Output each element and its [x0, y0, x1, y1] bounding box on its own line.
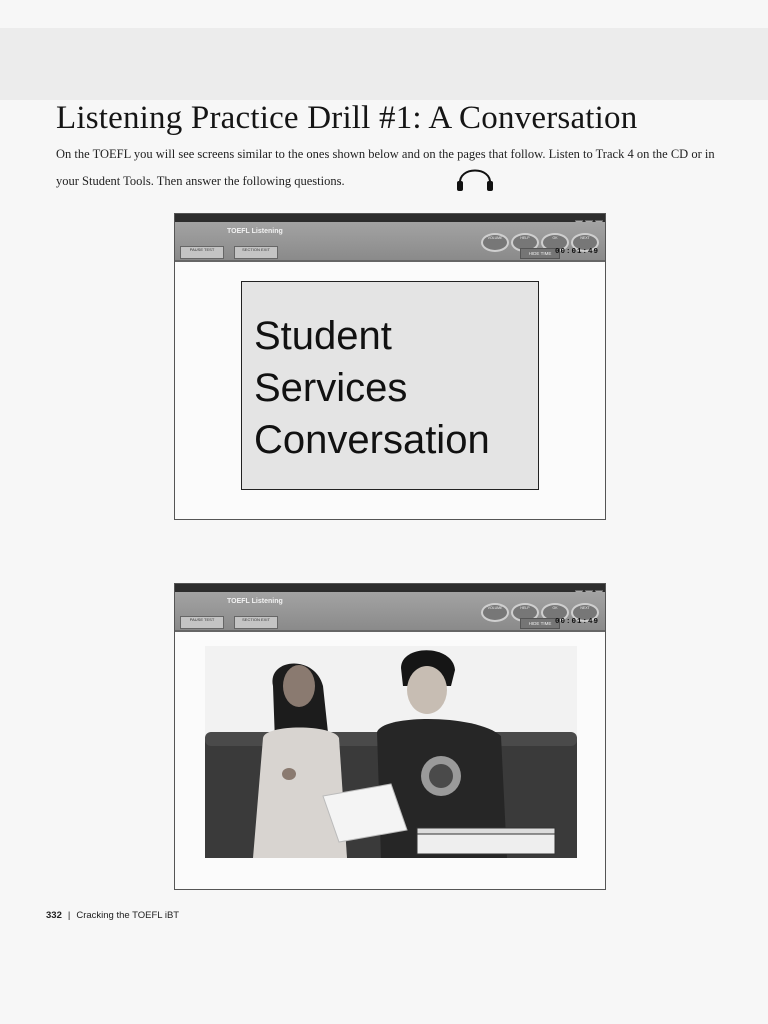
intro-text: On the TOEFL you will see screens similar to the ones shown below and on the pages that follow. Listen to Track 4 on the CD or in your Student Tools. Then answer the following questions.	[56, 147, 715, 188]
toefl-toolbar	[175, 222, 605, 262]
screen-content	[175, 262, 605, 518]
page-footer	[46, 910, 179, 921]
heading-line: Conversation	[254, 418, 490, 462]
hide-time-button[interactable]: HIDE TIME	[520, 248, 560, 259]
next-button[interactable]: NEXT	[571, 233, 599, 252]
heading-line: Student	[254, 314, 392, 358]
conversation-title-box	[241, 281, 539, 490]
conversation-photo	[205, 646, 577, 858]
help-button[interactable]: HELP	[511, 233, 539, 252]
section-exit-button[interactable]: SECTION EXIT	[234, 246, 278, 259]
page-number: 332	[46, 910, 62, 921]
ok-button[interactable]: OK	[541, 233, 569, 252]
window-titlebar	[175, 214, 605, 222]
pause-test-button[interactable]: PAUSE TEST	[180, 616, 224, 629]
help-button[interactable]: HELP	[511, 603, 539, 622]
volume-button[interactable]: VOLUME	[481, 603, 509, 622]
toefl-screen-title	[174, 213, 606, 520]
conversation-heading	[254, 310, 490, 466]
headphones-icon	[454, 156, 496, 196]
volume-button[interactable]: VOLUME	[481, 233, 509, 252]
timer-display: 00:01:49	[554, 618, 599, 626]
hide-time-button[interactable]: HIDE TIME	[520, 618, 560, 629]
book-title: Cracking the TOEFL iBT	[76, 910, 180, 921]
toefl-toolbar	[175, 592, 605, 632]
app-title: TOEFL Listening	[227, 598, 283, 605]
footer-separator: |	[67, 910, 71, 921]
heading-line: Services	[254, 366, 408, 410]
page-header-band	[0, 28, 768, 100]
page-title: Listening Practice Drill #1: A Conversation	[56, 100, 638, 136]
next-button[interactable]: NEXT	[571, 603, 599, 622]
app-title: TOEFL Listening	[227, 228, 283, 235]
toefl-screen-photo	[174, 583, 606, 890]
pause-test-button[interactable]: PAUSE TEST	[180, 246, 224, 259]
screen-content	[175, 632, 605, 888]
timer-display: 00:01:49	[554, 248, 599, 256]
window-titlebar	[175, 584, 605, 592]
ok-button[interactable]: OK	[541, 603, 569, 622]
section-exit-button[interactable]: SECTION EXIT	[234, 616, 278, 629]
